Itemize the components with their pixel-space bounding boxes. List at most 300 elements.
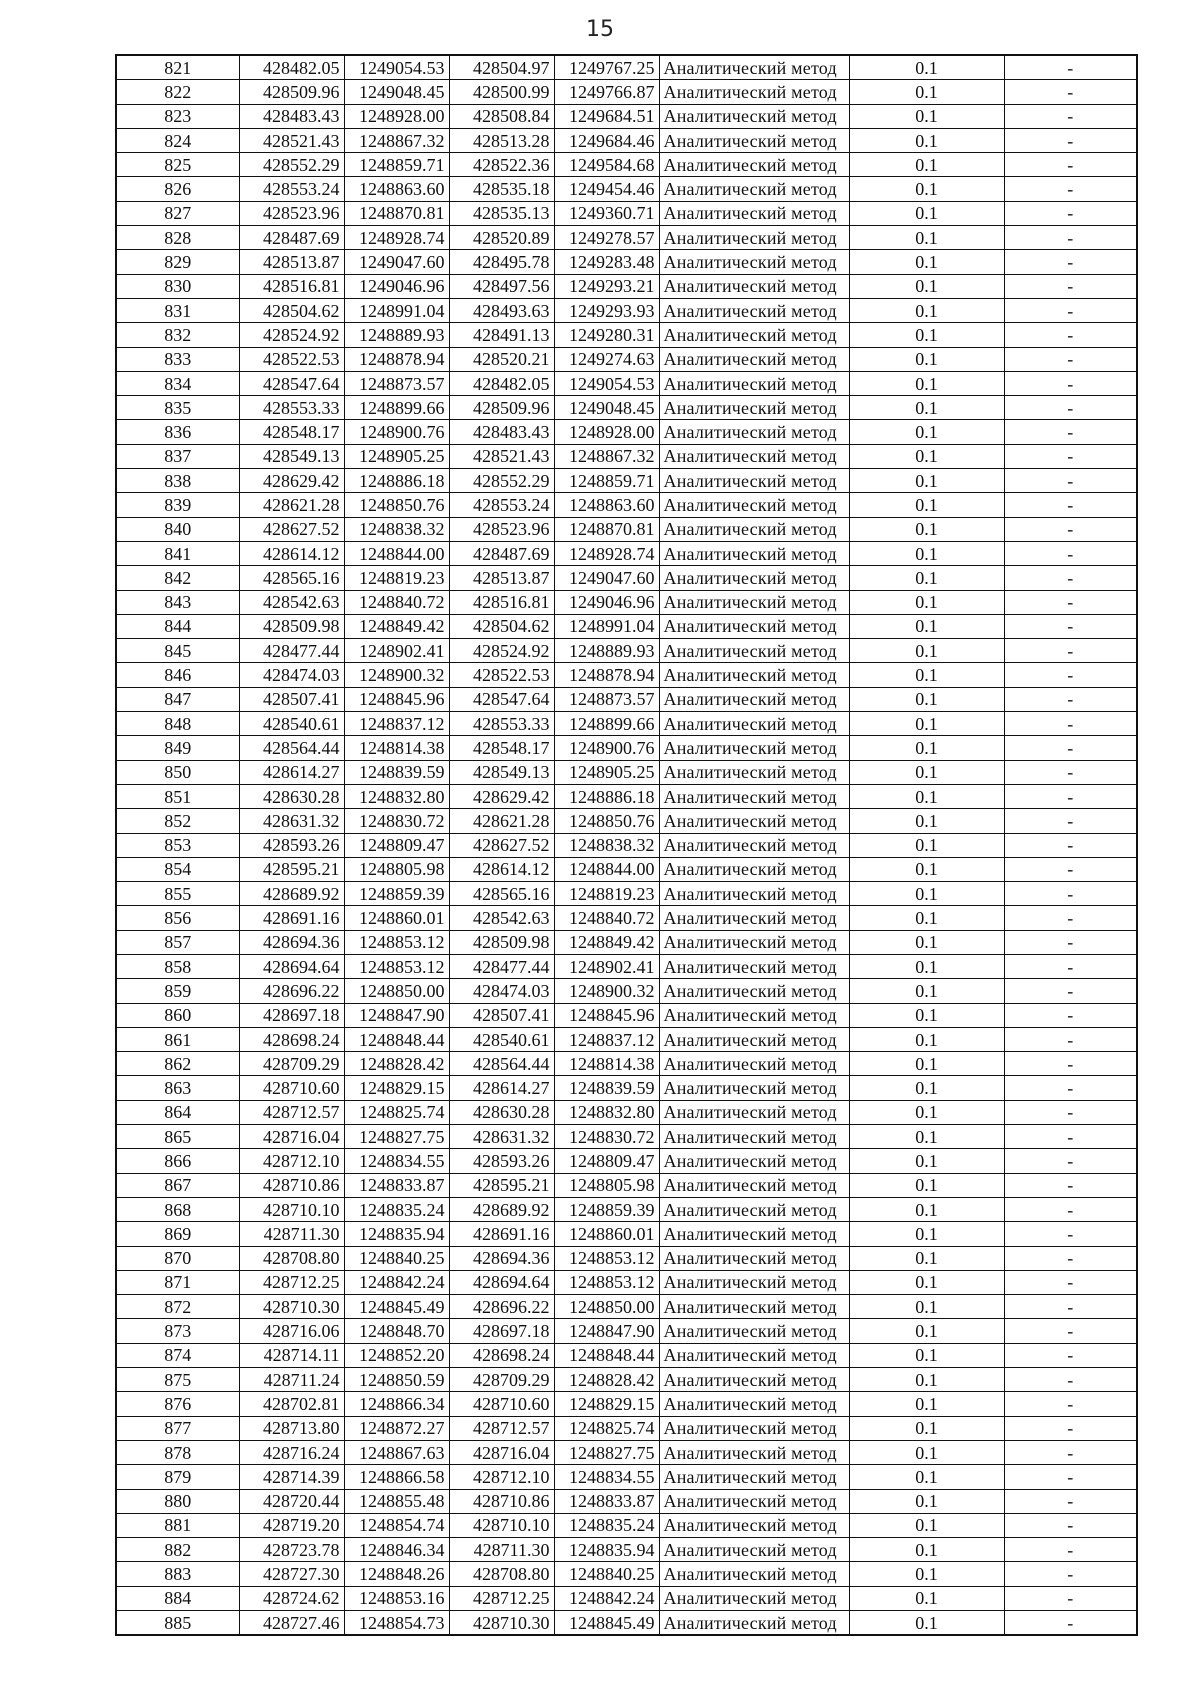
table-row [116, 55, 1137, 80]
method-cell: Аналитический метод [659, 541, 849, 565]
y1-cell: 1248830.72 [344, 809, 449, 833]
x1-cell: 428716.04 [239, 1125, 344, 1149]
method-cell: Аналитический метод [659, 323, 849, 347]
note-cell: - [1004, 1368, 1137, 1392]
x2-cell: 428627.52 [449, 833, 554, 857]
y2-cell: 1248853.12 [554, 1270, 659, 1294]
y1-cell: 1248849.42 [344, 614, 449, 638]
y1-cell: 1248886.18 [344, 469, 449, 493]
point-number-cell: 860 [116, 1003, 239, 1027]
y1-cell: 1248835.94 [344, 1222, 449, 1246]
y2-cell: 1249283.48 [554, 250, 659, 274]
note-cell: - [1004, 1149, 1137, 1173]
point-number-cell: 875 [116, 1368, 239, 1392]
y1-cell: 1248866.58 [344, 1465, 449, 1489]
method-cell: Аналитический метод [659, 1100, 849, 1124]
accuracy-cell: 0.1 [849, 55, 1004, 80]
point-number-cell: 836 [116, 420, 239, 444]
method-cell: Аналитический метод [659, 614, 849, 638]
note-cell: - [1004, 444, 1137, 468]
method-cell: Аналитический метод [659, 906, 849, 930]
point-number-cell: 858 [116, 954, 239, 978]
y2-cell: 1248837.12 [554, 1027, 659, 1051]
method-cell: Аналитический метод [659, 930, 849, 954]
note-cell: - [1004, 517, 1137, 541]
table-row [116, 1392, 1137, 1416]
table-row [116, 857, 1137, 881]
x1-cell: 428631.32 [239, 809, 344, 833]
y2-cell: 1248809.47 [554, 1149, 659, 1173]
note-cell: - [1004, 1465, 1137, 1489]
method-cell: Аналитический метод [659, 1197, 849, 1221]
accuracy-cell: 0.1 [849, 517, 1004, 541]
x1-cell: 428712.10 [239, 1149, 344, 1173]
x2-cell: 428548.17 [449, 736, 554, 760]
point-number-cell: 882 [116, 1538, 239, 1562]
point-number-cell: 823 [116, 104, 239, 128]
method-cell: Аналитический метод [659, 1270, 849, 1294]
note-cell: - [1004, 906, 1137, 930]
point-number-cell: 852 [116, 809, 239, 833]
x2-cell: 428694.64 [449, 1270, 554, 1294]
x1-cell: 428702.81 [239, 1392, 344, 1416]
x2-cell: 428509.96 [449, 396, 554, 420]
point-number-cell: 881 [116, 1513, 239, 1537]
accuracy-cell: 0.1 [849, 153, 1004, 177]
table-row [116, 614, 1137, 638]
table-row [116, 1125, 1137, 1149]
point-number-cell: 869 [116, 1222, 239, 1246]
accuracy-cell: 0.1 [849, 177, 1004, 201]
x2-cell: 428520.21 [449, 347, 554, 371]
method-cell: Аналитический метод [659, 469, 849, 493]
y2-cell: 1249767.25 [554, 55, 659, 80]
y1-cell: 1248839.59 [344, 760, 449, 784]
y1-cell: 1248848.70 [344, 1319, 449, 1343]
note-cell: - [1004, 663, 1137, 687]
y2-cell: 1248840.72 [554, 906, 659, 930]
point-number-cell: 856 [116, 906, 239, 930]
method-cell: Аналитический метод [659, 128, 849, 152]
point-number-cell: 829 [116, 250, 239, 274]
x2-cell: 428477.44 [449, 954, 554, 978]
accuracy-cell: 0.1 [849, 250, 1004, 274]
x2-cell: 428565.16 [449, 882, 554, 906]
y2-cell: 1248900.32 [554, 979, 659, 1003]
note-cell: - [1004, 1392, 1137, 1416]
x2-cell: 428547.64 [449, 687, 554, 711]
x2-cell: 428593.26 [449, 1149, 554, 1173]
table-row [116, 979, 1137, 1003]
method-cell: Аналитический метод [659, 1586, 849, 1610]
note-cell: - [1004, 1246, 1137, 1270]
point-number-cell: 873 [116, 1319, 239, 1343]
y1-cell: 1248819.23 [344, 566, 449, 590]
note-cell: - [1004, 1027, 1137, 1051]
note-cell: - [1004, 250, 1137, 274]
y1-cell: 1248846.34 [344, 1538, 449, 1562]
method-cell: Аналитический метод [659, 857, 849, 881]
y1-cell: 1248854.74 [344, 1513, 449, 1537]
table-row [116, 906, 1137, 930]
point-number-cell: 833 [116, 347, 239, 371]
method-cell: Аналитический метод [659, 80, 849, 104]
table-row [116, 663, 1137, 687]
y1-cell: 1248860.01 [344, 906, 449, 930]
y1-cell: 1248805.98 [344, 857, 449, 881]
note-cell: - [1004, 177, 1137, 201]
y2-cell: 1248805.98 [554, 1173, 659, 1197]
x2-cell: 428691.16 [449, 1222, 554, 1246]
method-cell: Аналитический метод [659, 177, 849, 201]
y2-cell: 1249280.31 [554, 323, 659, 347]
method-cell: Аналитический метод [659, 1489, 849, 1513]
y1-cell: 1248902.41 [344, 639, 449, 663]
y1-cell: 1248867.32 [344, 128, 449, 152]
y2-cell: 1248848.44 [554, 1343, 659, 1367]
method-cell: Аналитический метод [659, 882, 849, 906]
method-cell: Аналитический метод [659, 1562, 849, 1586]
method-cell: Аналитический метод [659, 1173, 849, 1197]
y1-cell: 1249047.60 [344, 250, 449, 274]
note-cell: - [1004, 614, 1137, 638]
x2-cell: 428712.25 [449, 1586, 554, 1610]
y2-cell: 1248814.38 [554, 1052, 659, 1076]
y1-cell: 1248853.12 [344, 930, 449, 954]
method-cell: Аналитический метод [659, 1611, 849, 1636]
x2-cell: 428614.12 [449, 857, 554, 881]
note-cell: - [1004, 153, 1137, 177]
method-cell: Аналитический метод [659, 663, 849, 687]
method-cell: Аналитический метод [659, 760, 849, 784]
y2-cell: 1248850.76 [554, 809, 659, 833]
note-cell: - [1004, 882, 1137, 906]
table-row [116, 128, 1137, 152]
note-cell: - [1004, 639, 1137, 663]
x2-cell: 428712.57 [449, 1416, 554, 1440]
x1-cell: 428710.60 [239, 1076, 344, 1100]
accuracy-cell: 0.1 [849, 1100, 1004, 1124]
y1-cell: 1248814.38 [344, 736, 449, 760]
method-cell: Аналитический метод [659, 833, 849, 857]
x1-cell: 428629.42 [239, 469, 344, 493]
x1-cell: 428710.30 [239, 1295, 344, 1319]
point-number-cell: 842 [116, 566, 239, 590]
y2-cell: 1248834.55 [554, 1465, 659, 1489]
x1-cell: 428487.69 [239, 226, 344, 250]
note-cell: - [1004, 1295, 1137, 1319]
y1-cell: 1248866.34 [344, 1392, 449, 1416]
note-cell: - [1004, 1173, 1137, 1197]
y1-cell: 1248850.59 [344, 1368, 449, 1392]
y2-cell: 1248899.66 [554, 712, 659, 736]
accuracy-cell: 0.1 [849, 1052, 1004, 1076]
table-row [116, 420, 1137, 444]
method-cell: Аналитический метод [659, 1295, 849, 1319]
x1-cell: 428553.33 [239, 396, 344, 420]
x1-cell: 428547.64 [239, 371, 344, 395]
table-row [116, 1538, 1137, 1562]
point-number-cell: 853 [116, 833, 239, 857]
point-number-cell: 846 [116, 663, 239, 687]
accuracy-cell: 0.1 [849, 954, 1004, 978]
x2-cell: 428708.80 [449, 1562, 554, 1586]
point-number-cell: 866 [116, 1149, 239, 1173]
y2-cell: 1248838.32 [554, 833, 659, 857]
accuracy-cell: 0.1 [849, 1222, 1004, 1246]
x1-cell: 428549.13 [239, 444, 344, 468]
table-row [116, 1246, 1137, 1270]
accuracy-cell: 0.1 [849, 1392, 1004, 1416]
x2-cell: 428521.43 [449, 444, 554, 468]
accuracy-cell: 0.1 [849, 566, 1004, 590]
method-cell: Аналитический метод [659, 1440, 849, 1464]
accuracy-cell: 0.1 [849, 274, 1004, 298]
y1-cell: 1248991.04 [344, 298, 449, 322]
table-row [116, 396, 1137, 420]
point-number-cell: 831 [116, 298, 239, 322]
x1-cell: 428564.44 [239, 736, 344, 760]
point-number-cell: 834 [116, 371, 239, 395]
point-number-cell: 857 [116, 930, 239, 954]
y1-cell: 1248899.66 [344, 396, 449, 420]
accuracy-cell: 0.1 [849, 1173, 1004, 1197]
y1-cell: 1248840.25 [344, 1246, 449, 1270]
x1-cell: 428516.81 [239, 274, 344, 298]
y2-cell: 1249584.68 [554, 153, 659, 177]
x1-cell: 428565.16 [239, 566, 344, 590]
accuracy-cell: 0.1 [849, 1611, 1004, 1636]
accuracy-cell: 0.1 [849, 420, 1004, 444]
y1-cell: 1248832.80 [344, 784, 449, 808]
note-cell: - [1004, 566, 1137, 590]
method-cell: Аналитический метод [659, 1076, 849, 1100]
table-row [116, 1173, 1137, 1197]
y2-cell: 1248928.00 [554, 420, 659, 444]
table-row [116, 1270, 1137, 1294]
coordinates-table [115, 54, 1138, 1636]
y2-cell: 1248860.01 [554, 1222, 659, 1246]
point-number-cell: 874 [116, 1343, 239, 1367]
x1-cell: 428712.25 [239, 1270, 344, 1294]
y2-cell: 1248839.59 [554, 1076, 659, 1100]
y2-cell: 1248835.24 [554, 1513, 659, 1537]
method-cell: Аналитический метод [659, 566, 849, 590]
point-number-cell: 830 [116, 274, 239, 298]
accuracy-cell: 0.1 [849, 201, 1004, 225]
x2-cell: 428710.60 [449, 1392, 554, 1416]
x1-cell: 428691.16 [239, 906, 344, 930]
x2-cell: 428474.03 [449, 979, 554, 1003]
accuracy-cell: 0.1 [849, 444, 1004, 468]
y1-cell: 1248847.90 [344, 1003, 449, 1027]
table-row [116, 1295, 1137, 1319]
accuracy-cell: 0.1 [849, 712, 1004, 736]
y1-cell: 1248850.00 [344, 979, 449, 1003]
y2-cell: 1249766.87 [554, 80, 659, 104]
point-number-cell: 824 [116, 128, 239, 152]
accuracy-cell: 0.1 [849, 784, 1004, 808]
point-number-cell: 878 [116, 1440, 239, 1464]
x2-cell: 428540.61 [449, 1027, 554, 1051]
accuracy-cell: 0.1 [849, 1003, 1004, 1027]
table-row [116, 590, 1137, 614]
point-number-cell: 827 [116, 201, 239, 225]
x2-cell: 428497.56 [449, 274, 554, 298]
x2-cell: 428710.30 [449, 1611, 554, 1636]
y2-cell: 1248867.32 [554, 444, 659, 468]
accuracy-cell: 0.1 [849, 493, 1004, 517]
note-cell: - [1004, 469, 1137, 493]
x2-cell: 428595.21 [449, 1173, 554, 1197]
x1-cell: 428710.86 [239, 1173, 344, 1197]
y2-cell: 1248845.49 [554, 1611, 659, 1636]
x1-cell: 428504.62 [239, 298, 344, 322]
point-number-cell: 841 [116, 541, 239, 565]
table-row [116, 687, 1137, 711]
point-number-cell: 879 [116, 1465, 239, 1489]
x1-cell: 428713.80 [239, 1416, 344, 1440]
y1-cell: 1248835.24 [344, 1197, 449, 1221]
y1-cell: 1248878.94 [344, 347, 449, 371]
y1-cell: 1248928.74 [344, 226, 449, 250]
point-number-cell: 863 [116, 1076, 239, 1100]
point-number-cell: 880 [116, 1489, 239, 1513]
table-row [116, 323, 1137, 347]
accuracy-cell: 0.1 [849, 1513, 1004, 1537]
method-cell: Аналитический метод [659, 954, 849, 978]
table-row [116, 712, 1137, 736]
x2-cell: 428621.28 [449, 809, 554, 833]
point-number-cell: 876 [116, 1392, 239, 1416]
y2-cell: 1248873.57 [554, 687, 659, 711]
point-number-cell: 884 [116, 1586, 239, 1610]
y2-cell: 1248870.81 [554, 517, 659, 541]
method-cell: Аналитический метод [659, 420, 849, 444]
method-cell: Аналитический метод [659, 1246, 849, 1270]
y1-cell: 1249048.45 [344, 80, 449, 104]
x1-cell: 428708.80 [239, 1246, 344, 1270]
x2-cell: 428535.13 [449, 201, 554, 225]
y1-cell: 1248870.81 [344, 201, 449, 225]
x1-cell: 428507.41 [239, 687, 344, 711]
point-number-cell: 850 [116, 760, 239, 784]
point-number-cell: 832 [116, 323, 239, 347]
method-cell: Аналитический метод [659, 153, 849, 177]
table-row [116, 347, 1137, 371]
x2-cell: 428697.18 [449, 1319, 554, 1343]
y1-cell: 1248848.26 [344, 1562, 449, 1586]
y2-cell: 1248863.60 [554, 493, 659, 517]
accuracy-cell: 0.1 [849, 469, 1004, 493]
y2-cell: 1248905.25 [554, 760, 659, 784]
table-row [116, 954, 1137, 978]
note-cell: - [1004, 1270, 1137, 1294]
x2-cell: 428495.78 [449, 250, 554, 274]
note-cell: - [1004, 274, 1137, 298]
table-row [116, 177, 1137, 201]
y1-cell: 1248838.32 [344, 517, 449, 541]
x1-cell: 428719.20 [239, 1513, 344, 1537]
note-cell: - [1004, 541, 1137, 565]
method-cell: Аналитический метод [659, 784, 849, 808]
method-cell: Аналитический метод [659, 1538, 849, 1562]
x1-cell: 428712.57 [239, 1100, 344, 1124]
x1-cell: 428523.96 [239, 201, 344, 225]
method-cell: Аналитический метод [659, 809, 849, 833]
y2-cell: 1248889.93 [554, 639, 659, 663]
table-row [116, 809, 1137, 833]
method-cell: Аналитический метод [659, 1513, 849, 1537]
accuracy-cell: 0.1 [849, 614, 1004, 638]
point-number-cell: 839 [116, 493, 239, 517]
x2-cell: 428709.29 [449, 1368, 554, 1392]
x2-cell: 428520.89 [449, 226, 554, 250]
y2-cell: 1248928.74 [554, 541, 659, 565]
y2-cell: 1249278.57 [554, 226, 659, 250]
y1-cell: 1248837.12 [344, 712, 449, 736]
x1-cell: 428709.29 [239, 1052, 344, 1076]
accuracy-cell: 0.1 [849, 323, 1004, 347]
x1-cell: 428723.78 [239, 1538, 344, 1562]
y1-cell: 1248844.00 [344, 541, 449, 565]
method-cell: Аналитический метод [659, 371, 849, 395]
x2-cell: 428523.96 [449, 517, 554, 541]
table-row [116, 226, 1137, 250]
y1-cell: 1248825.74 [344, 1100, 449, 1124]
note-cell: - [1004, 298, 1137, 322]
y1-cell: 1249046.96 [344, 274, 449, 298]
y2-cell: 1249360.71 [554, 201, 659, 225]
note-cell: - [1004, 80, 1137, 104]
method-cell: Аналитический метод [659, 347, 849, 371]
method-cell: Аналитический метод [659, 1343, 849, 1367]
method-cell: Аналитический метод [659, 1392, 849, 1416]
table-row [116, 80, 1137, 104]
y1-cell: 1248889.93 [344, 323, 449, 347]
accuracy-cell: 0.1 [849, 371, 1004, 395]
y1-cell: 1248833.87 [344, 1173, 449, 1197]
x2-cell: 428553.24 [449, 493, 554, 517]
x1-cell: 428727.46 [239, 1611, 344, 1636]
y2-cell: 1249293.21 [554, 274, 659, 298]
x2-cell: 428542.63 [449, 906, 554, 930]
point-number-cell: 821 [116, 55, 239, 80]
x2-cell: 428507.41 [449, 1003, 554, 1027]
note-cell: - [1004, 930, 1137, 954]
x1-cell: 428621.28 [239, 493, 344, 517]
accuracy-cell: 0.1 [849, 1440, 1004, 1464]
x1-cell: 428716.24 [239, 1440, 344, 1464]
note-cell: - [1004, 1076, 1137, 1100]
point-number-cell: 844 [116, 614, 239, 638]
x2-cell: 428482.05 [449, 371, 554, 395]
x1-cell: 428714.11 [239, 1343, 344, 1367]
x1-cell: 428540.61 [239, 712, 344, 736]
accuracy-cell: 0.1 [849, 736, 1004, 760]
x2-cell: 428629.42 [449, 784, 554, 808]
accuracy-cell: 0.1 [849, 1149, 1004, 1173]
note-cell: - [1004, 396, 1137, 420]
point-number-cell: 883 [116, 1562, 239, 1586]
table-row [116, 1222, 1137, 1246]
x2-cell: 428614.27 [449, 1076, 554, 1100]
table-row [116, 784, 1137, 808]
y2-cell: 1248833.87 [554, 1489, 659, 1513]
point-number-cell: 855 [116, 882, 239, 906]
x2-cell: 428698.24 [449, 1343, 554, 1367]
note-cell: - [1004, 1125, 1137, 1149]
